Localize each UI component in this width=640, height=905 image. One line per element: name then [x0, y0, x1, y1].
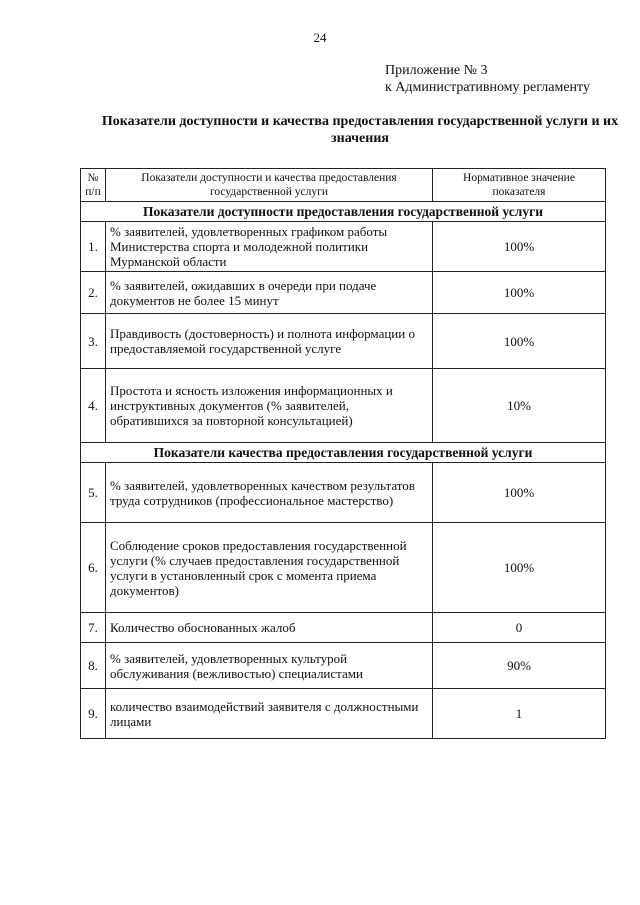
row-num: 8. — [81, 643, 106, 689]
row-value: 100% — [433, 463, 606, 523]
table-row — [81, 463, 606, 523]
table-row — [81, 369, 606, 443]
indicators-table — [80, 168, 606, 739]
row-name: Простота и ясность изложения информационных и инструктивных документов (% заявителей, обратившихся за повторной консультацией) — [106, 369, 433, 443]
appendix-line-1: Приложение № 3 — [385, 63, 488, 78]
row-value: 100% — [433, 523, 606, 613]
table-row — [81, 222, 606, 272]
table-row — [81, 689, 606, 739]
row-num: 3. — [81, 314, 106, 369]
row-name: % заявителей, удовлетворенных качеством результатов труда сотрудников (профессиональное мастерство) — [106, 463, 433, 523]
table-header-row — [81, 169, 606, 202]
table-row — [81, 643, 606, 689]
row-name: Количество обоснованных жалоб — [106, 613, 433, 643]
section-title-accessibility: Показатели доступности предоставления государственной услуги — [81, 202, 606, 222]
row-name: % заявителей, удовлетворенных графиком работы Министерства спорта и молодежной политики Мурманской области — [106, 222, 433, 272]
row-name: % заявителей, ожидавших в очереди при подаче документов не более 15 минут — [106, 272, 433, 314]
row-value: 0 — [433, 613, 606, 643]
row-value: 100% — [433, 314, 606, 369]
row-name: Соблюдение сроков предоставления государственной услуги (% случаев предоставления государственной услуги в установленный срок с момента приема документов) — [106, 523, 433, 613]
section-row-quality — [81, 443, 606, 463]
row-name: Правдивость (достоверность) и полнота информации о предоставляемой государственной услуге — [106, 314, 433, 369]
row-num: 9. — [81, 689, 106, 739]
table-row — [81, 314, 606, 369]
header-value: Нормативное значение показателя — [433, 169, 606, 202]
table-row — [81, 613, 606, 643]
row-value: 10% — [433, 369, 606, 443]
row-num: 7. — [81, 613, 106, 643]
row-num: 6. — [81, 523, 106, 613]
section-title-quality: Показатели качества предоставления государственной услуги — [81, 443, 606, 463]
header-name: Показатели доступности и качества предоставления государственной услуги — [106, 169, 433, 202]
section-row-accessibility — [81, 202, 606, 222]
row-value: 100% — [433, 272, 606, 314]
row-value: 100% — [433, 222, 606, 272]
appendix-line-2: к Административному регламенту — [385, 80, 590, 95]
page-number: 24 — [313, 30, 327, 45]
row-value: 1 — [433, 689, 606, 739]
row-num: 2. — [81, 272, 106, 314]
appendix-heading — [385, 62, 590, 96]
row-value: 90% — [433, 643, 606, 689]
row-num: 5. — [81, 463, 106, 523]
row-name: % заявителей, удовлетворенных культурой обслуживания (вежливостью) специалистами — [106, 643, 433, 689]
document-title: Показатели доступности и качества предоставления государственной услуги и их значения — [101, 114, 619, 146]
row-num: 4. — [81, 369, 106, 443]
table-row — [81, 523, 606, 613]
row-name: количество взаимодействий заявителя с должностными лицами — [106, 689, 433, 739]
table-row — [81, 272, 606, 314]
header-num: № п/п — [81, 169, 106, 202]
row-num: 1. — [81, 222, 106, 272]
